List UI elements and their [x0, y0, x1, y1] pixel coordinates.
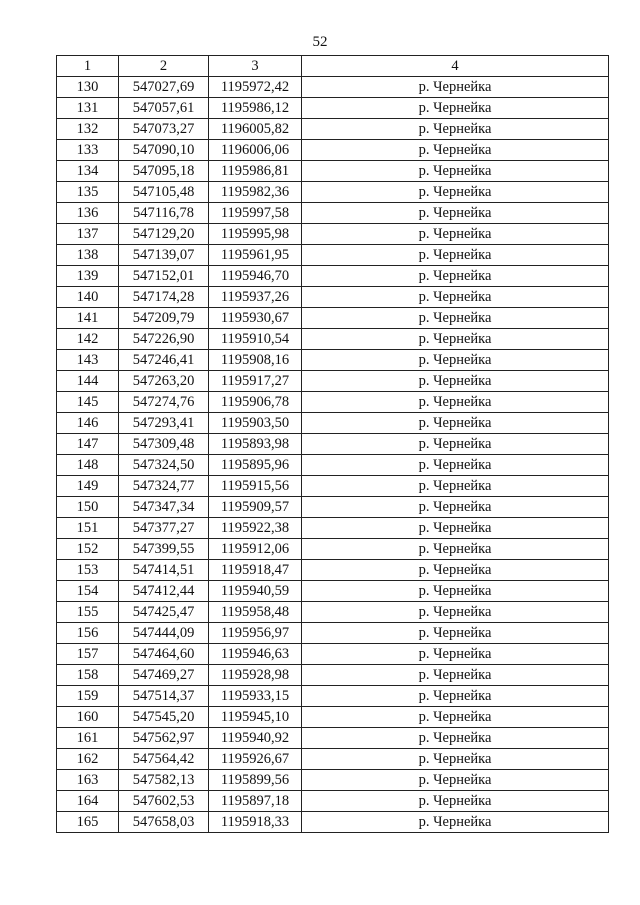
table-row [57, 350, 609, 371]
point-number-cell: 160 [57, 707, 119, 728]
x-coordinate-cell: 547152,01 [119, 266, 209, 287]
y-coordinate-cell: 1195912,06 [209, 539, 302, 560]
table-row [57, 749, 609, 770]
y-coordinate-cell: 1195940,59 [209, 581, 302, 602]
table-row [57, 287, 609, 308]
x-coordinate-cell: 547139,07 [119, 245, 209, 266]
x-coordinate-cell: 547095,18 [119, 161, 209, 182]
table-row [57, 77, 609, 98]
description-cell: р. Чернейка [302, 665, 609, 686]
table-row [57, 665, 609, 686]
table-row [57, 791, 609, 812]
y-coordinate-cell: 1195903,50 [209, 413, 302, 434]
point-number-cell: 165 [57, 812, 119, 833]
description-cell: р. Чернейка [302, 770, 609, 791]
description-cell: р. Чернейка [302, 707, 609, 728]
point-number-cell: 142 [57, 329, 119, 350]
point-number-cell: 154 [57, 581, 119, 602]
y-coordinate-cell: 1195895,96 [209, 455, 302, 476]
x-coordinate-cell: 547090,10 [119, 140, 209, 161]
point-number-cell: 164 [57, 791, 119, 812]
y-coordinate-cell: 1195986,81 [209, 161, 302, 182]
y-coordinate-cell: 1195972,42 [209, 77, 302, 98]
y-coordinate-cell: 1195917,27 [209, 371, 302, 392]
y-coordinate-cell: 1195937,26 [209, 287, 302, 308]
x-coordinate-cell: 547309,48 [119, 434, 209, 455]
y-coordinate-cell: 1195922,38 [209, 518, 302, 539]
table-row [57, 686, 609, 707]
description-cell: р. Чернейка [302, 245, 609, 266]
header-point-number: 1 [57, 56, 119, 77]
table-row [57, 413, 609, 434]
y-coordinate-cell: 1195956,97 [209, 623, 302, 644]
description-cell: р. Чернейка [302, 560, 609, 581]
coordinates-table [56, 55, 609, 833]
point-number-cell: 162 [57, 749, 119, 770]
y-coordinate-cell: 1195893,98 [209, 434, 302, 455]
table-row [57, 98, 609, 119]
point-number-cell: 159 [57, 686, 119, 707]
y-coordinate-cell: 1196005,82 [209, 119, 302, 140]
description-cell: р. Чернейка [302, 623, 609, 644]
point-number-cell: 131 [57, 98, 119, 119]
y-coordinate-cell: 1195906,78 [209, 392, 302, 413]
y-coordinate-cell: 1195897,18 [209, 791, 302, 812]
point-number-cell: 148 [57, 455, 119, 476]
point-number-cell: 150 [57, 497, 119, 518]
point-number-cell: 139 [57, 266, 119, 287]
table-row [57, 371, 609, 392]
point-number-cell: 133 [57, 140, 119, 161]
y-coordinate-cell: 1195958,48 [209, 602, 302, 623]
y-coordinate-cell: 1195933,15 [209, 686, 302, 707]
table-row [57, 518, 609, 539]
point-number-cell: 136 [57, 203, 119, 224]
table-row [57, 308, 609, 329]
table-row [57, 182, 609, 203]
page-number: 52 [312, 34, 328, 50]
point-number-cell: 130 [57, 77, 119, 98]
description-cell: р. Чернейка [302, 392, 609, 413]
table-body [57, 77, 609, 833]
x-coordinate-cell: 547464,60 [119, 644, 209, 665]
x-coordinate-cell: 547209,79 [119, 308, 209, 329]
y-coordinate-cell: 1195986,12 [209, 98, 302, 119]
description-cell: р. Чернейка [302, 119, 609, 140]
description-cell: р. Чернейка [302, 518, 609, 539]
x-coordinate-cell: 547324,77 [119, 476, 209, 497]
table-row [57, 770, 609, 791]
table-row [57, 539, 609, 560]
point-number-cell: 138 [57, 245, 119, 266]
description-cell: р. Чернейка [302, 455, 609, 476]
x-coordinate-cell: 547602,53 [119, 791, 209, 812]
description-cell: р. Чернейка [302, 287, 609, 308]
x-coordinate-cell: 547412,44 [119, 581, 209, 602]
x-coordinate-cell: 547562,97 [119, 728, 209, 749]
table-row [57, 245, 609, 266]
x-coordinate-cell: 547105,48 [119, 182, 209, 203]
point-number-cell: 158 [57, 665, 119, 686]
description-cell: р. Чернейка [302, 140, 609, 161]
table-row [57, 392, 609, 413]
description-cell: р. Чернейка [302, 224, 609, 245]
y-coordinate-cell: 1195909,57 [209, 497, 302, 518]
y-coordinate-cell: 1195945,10 [209, 707, 302, 728]
y-coordinate-cell: 1195961,95 [209, 245, 302, 266]
y-coordinate-cell: 1195982,36 [209, 182, 302, 203]
header-description: 4 [302, 56, 609, 77]
point-number-cell: 132 [57, 119, 119, 140]
point-number-cell: 144 [57, 371, 119, 392]
table-row [57, 119, 609, 140]
header-x-coordinate: 2 [119, 56, 209, 77]
point-number-cell: 135 [57, 182, 119, 203]
point-number-cell: 146 [57, 413, 119, 434]
x-coordinate-cell: 547444,09 [119, 623, 209, 644]
table-row [57, 497, 609, 518]
y-coordinate-cell: 1195926,67 [209, 749, 302, 770]
y-coordinate-cell: 1195940,92 [209, 728, 302, 749]
header-y-coordinate: 3 [209, 56, 302, 77]
description-cell: р. Чернейка [302, 602, 609, 623]
y-coordinate-cell: 1195946,70 [209, 266, 302, 287]
point-number-cell: 145 [57, 392, 119, 413]
y-coordinate-cell: 1195928,98 [209, 665, 302, 686]
point-number-cell: 163 [57, 770, 119, 791]
x-coordinate-cell: 547073,27 [119, 119, 209, 140]
y-coordinate-cell: 1195930,67 [209, 308, 302, 329]
point-number-cell: 149 [57, 476, 119, 497]
description-cell: р. Чернейка [302, 539, 609, 560]
description-cell: р. Чернейка [302, 413, 609, 434]
point-number-cell: 161 [57, 728, 119, 749]
x-coordinate-cell: 547174,28 [119, 287, 209, 308]
table-row [57, 434, 609, 455]
description-cell: р. Чернейка [302, 182, 609, 203]
table-row [57, 623, 609, 644]
x-coordinate-cell: 547399,55 [119, 539, 209, 560]
description-cell: р. Чернейка [302, 728, 609, 749]
description-cell: р. Чернейка [302, 812, 609, 833]
table-row [57, 266, 609, 287]
point-number-cell: 143 [57, 350, 119, 371]
point-number-cell: 151 [57, 518, 119, 539]
description-cell: р. Чернейка [302, 98, 609, 119]
description-cell: р. Чернейка [302, 476, 609, 497]
description-cell: р. Чернейка [302, 203, 609, 224]
x-coordinate-cell: 547027,69 [119, 77, 209, 98]
point-number-cell: 153 [57, 560, 119, 581]
table-row [57, 455, 609, 476]
point-number-cell: 155 [57, 602, 119, 623]
table-row [57, 476, 609, 497]
y-coordinate-cell: 1196006,06 [209, 140, 302, 161]
description-cell: р. Чернейка [302, 266, 609, 287]
x-coordinate-cell: 547274,76 [119, 392, 209, 413]
table-row [57, 203, 609, 224]
description-cell: р. Чернейка [302, 581, 609, 602]
table-row [57, 560, 609, 581]
description-cell: р. Чернейка [302, 434, 609, 455]
description-cell: р. Чернейка [302, 686, 609, 707]
point-number-cell: 134 [57, 161, 119, 182]
x-coordinate-cell: 547582,13 [119, 770, 209, 791]
table-row [57, 728, 609, 749]
point-number-cell: 147 [57, 434, 119, 455]
point-number-cell: 156 [57, 623, 119, 644]
table-row [57, 812, 609, 833]
table-row [57, 581, 609, 602]
x-coordinate-cell: 547129,20 [119, 224, 209, 245]
x-coordinate-cell: 547564,42 [119, 749, 209, 770]
description-cell: р. Чернейка [302, 350, 609, 371]
description-cell: р. Чернейка [302, 791, 609, 812]
table-row [57, 329, 609, 350]
x-coordinate-cell: 547057,61 [119, 98, 209, 119]
x-coordinate-cell: 547469,27 [119, 665, 209, 686]
x-coordinate-cell: 547514,37 [119, 686, 209, 707]
description-cell: р. Чернейка [302, 308, 609, 329]
table-row [57, 707, 609, 728]
description-cell: р. Чернейка [302, 161, 609, 182]
x-coordinate-cell: 547263,20 [119, 371, 209, 392]
description-cell: р. Чернейка [302, 371, 609, 392]
x-coordinate-cell: 547324,50 [119, 455, 209, 476]
x-coordinate-cell: 547116,78 [119, 203, 209, 224]
header-row [57, 56, 609, 77]
x-coordinate-cell: 547347,34 [119, 497, 209, 518]
table-row [57, 644, 609, 665]
point-number-cell: 140 [57, 287, 119, 308]
description-cell: р. Чернейка [302, 644, 609, 665]
x-coordinate-cell: 547226,90 [119, 329, 209, 350]
y-coordinate-cell: 1195997,58 [209, 203, 302, 224]
table-row [57, 224, 609, 245]
point-number-cell: 141 [57, 308, 119, 329]
y-coordinate-cell: 1195946,63 [209, 644, 302, 665]
x-coordinate-cell: 547425,47 [119, 602, 209, 623]
description-cell: р. Чернейка [302, 329, 609, 350]
y-coordinate-cell: 1195910,54 [209, 329, 302, 350]
x-coordinate-cell: 547658,03 [119, 812, 209, 833]
y-coordinate-cell: 1195899,56 [209, 770, 302, 791]
table-row [57, 140, 609, 161]
table-row [57, 161, 609, 182]
description-cell: р. Чернейка [302, 497, 609, 518]
x-coordinate-cell: 547414,51 [119, 560, 209, 581]
y-coordinate-cell: 1195908,16 [209, 350, 302, 371]
y-coordinate-cell: 1195918,47 [209, 560, 302, 581]
x-coordinate-cell: 547545,20 [119, 707, 209, 728]
description-cell: р. Чернейка [302, 77, 609, 98]
point-number-cell: 157 [57, 644, 119, 665]
description-cell: р. Чернейка [302, 749, 609, 770]
x-coordinate-cell: 547293,41 [119, 413, 209, 434]
x-coordinate-cell: 547377,27 [119, 518, 209, 539]
y-coordinate-cell: 1195915,56 [209, 476, 302, 497]
point-number-cell: 152 [57, 539, 119, 560]
x-coordinate-cell: 547246,41 [119, 350, 209, 371]
point-number-cell: 137 [57, 224, 119, 245]
table-row [57, 602, 609, 623]
y-coordinate-cell: 1195918,33 [209, 812, 302, 833]
y-coordinate-cell: 1195995,98 [209, 224, 302, 245]
